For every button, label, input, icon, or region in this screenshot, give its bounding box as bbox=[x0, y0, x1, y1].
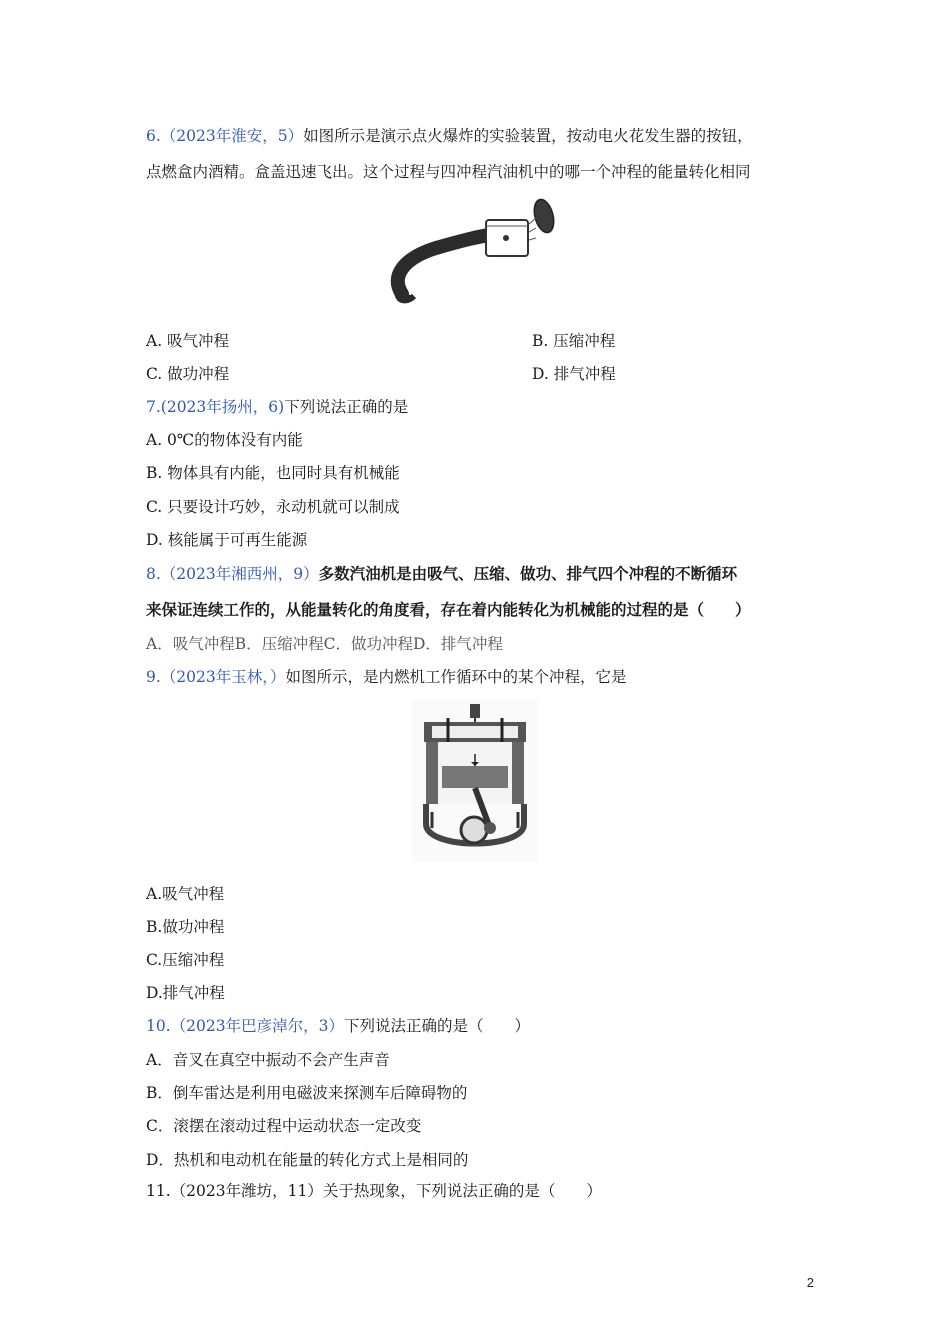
q7-text: 下列说法正确的是 bbox=[284, 398, 409, 416]
q6-option-c: C. 做功冲程 bbox=[146, 365, 230, 383]
q6-text1: 如图所示是演示点火爆炸的实验装置，按动电火花发生器的按钮， bbox=[303, 127, 753, 145]
q7-line bbox=[146, 397, 408, 417]
q10-line bbox=[146, 1016, 530, 1036]
q10-option-a: A．音叉在真空中振动不会产生声音 bbox=[146, 1051, 390, 1069]
q6-source: 6.（2023年淮安，5） bbox=[146, 127, 304, 145]
q7-option-d: D. 核能属于可再生能源 bbox=[146, 531, 308, 549]
q9-text: 如图所示，是内燃机工作循环中的某个冲程，它是 bbox=[285, 668, 627, 686]
q6-text2: 点燃盒内酒精。盒盖迅速飞出。这个过程与四冲程汽油机中的哪一个冲程的能量转化相同 bbox=[146, 163, 751, 181]
q8-text2: 来保证连续工作的，从能量转化的角度看，存在着内能转化为机械能的过程的是（ ） bbox=[146, 600, 751, 619]
q9-option-d: D.排气冲程 bbox=[146, 984, 225, 1002]
q9-source: 9.（2023年玉林，） bbox=[146, 668, 286, 686]
q10-option-b: B．倒车雷达是利用电磁波来探测车后障碍物的 bbox=[146, 1084, 468, 1102]
q7-option-c: C. 只要设计巧妙，永动机就可以制成 bbox=[146, 498, 400, 516]
q10-source: 10.（2023年巴彦淖尔，3） bbox=[146, 1017, 344, 1035]
ignition-apparatus-figure bbox=[384, 196, 562, 308]
q8-source: 8.（2023年湘西州，9） bbox=[146, 565, 319, 583]
q6-option-d: D. 排气冲程 bbox=[532, 365, 616, 383]
q6-option-b: B. 压缩冲程 bbox=[532, 332, 616, 350]
engine-stroke-figure bbox=[412, 700, 538, 862]
q7-option-a: A. 0℃的物体没有内能 bbox=[146, 431, 303, 449]
q10-option-d: D．热机和电动机在能量的转化方式上是相同的 bbox=[146, 1151, 469, 1169]
q11-line bbox=[146, 1181, 602, 1201]
q6-line1 bbox=[146, 126, 753, 146]
q11-source: 11.（2023年潍坊，11） bbox=[146, 1182, 323, 1200]
q10-option-c: C．滚摆在滚动过程中运动状态一定改变 bbox=[146, 1117, 422, 1135]
q11-text: 关于热现象，下列说法正确的是（ ） bbox=[322, 1182, 602, 1200]
q10-text: 下列说法正确的是（ ） bbox=[343, 1017, 530, 1035]
q7-option-b: B. 物体具有内能，也同时具有机械能 bbox=[146, 464, 400, 482]
q9-option-c: C.压缩冲程 bbox=[146, 951, 225, 969]
q9-option-a: A.吸气冲程 bbox=[146, 885, 225, 903]
q7-source: 7.(2023年扬州，6) bbox=[146, 398, 285, 416]
q8-line1 bbox=[146, 564, 737, 584]
q8-text1: 多数汽油机是由吸气、压缩、做功、排气四个冲程的不断循环 bbox=[318, 564, 738, 583]
q9-line bbox=[146, 667, 627, 687]
page-number: 2 bbox=[806, 1275, 814, 1290]
q8-options: A．吸气冲程B．压缩冲程C．做功冲程D．排气冲程 bbox=[146, 635, 503, 653]
q9-option-b: B.做功冲程 bbox=[146, 918, 225, 936]
q6-option-a: A. 吸气冲程 bbox=[146, 332, 230, 350]
